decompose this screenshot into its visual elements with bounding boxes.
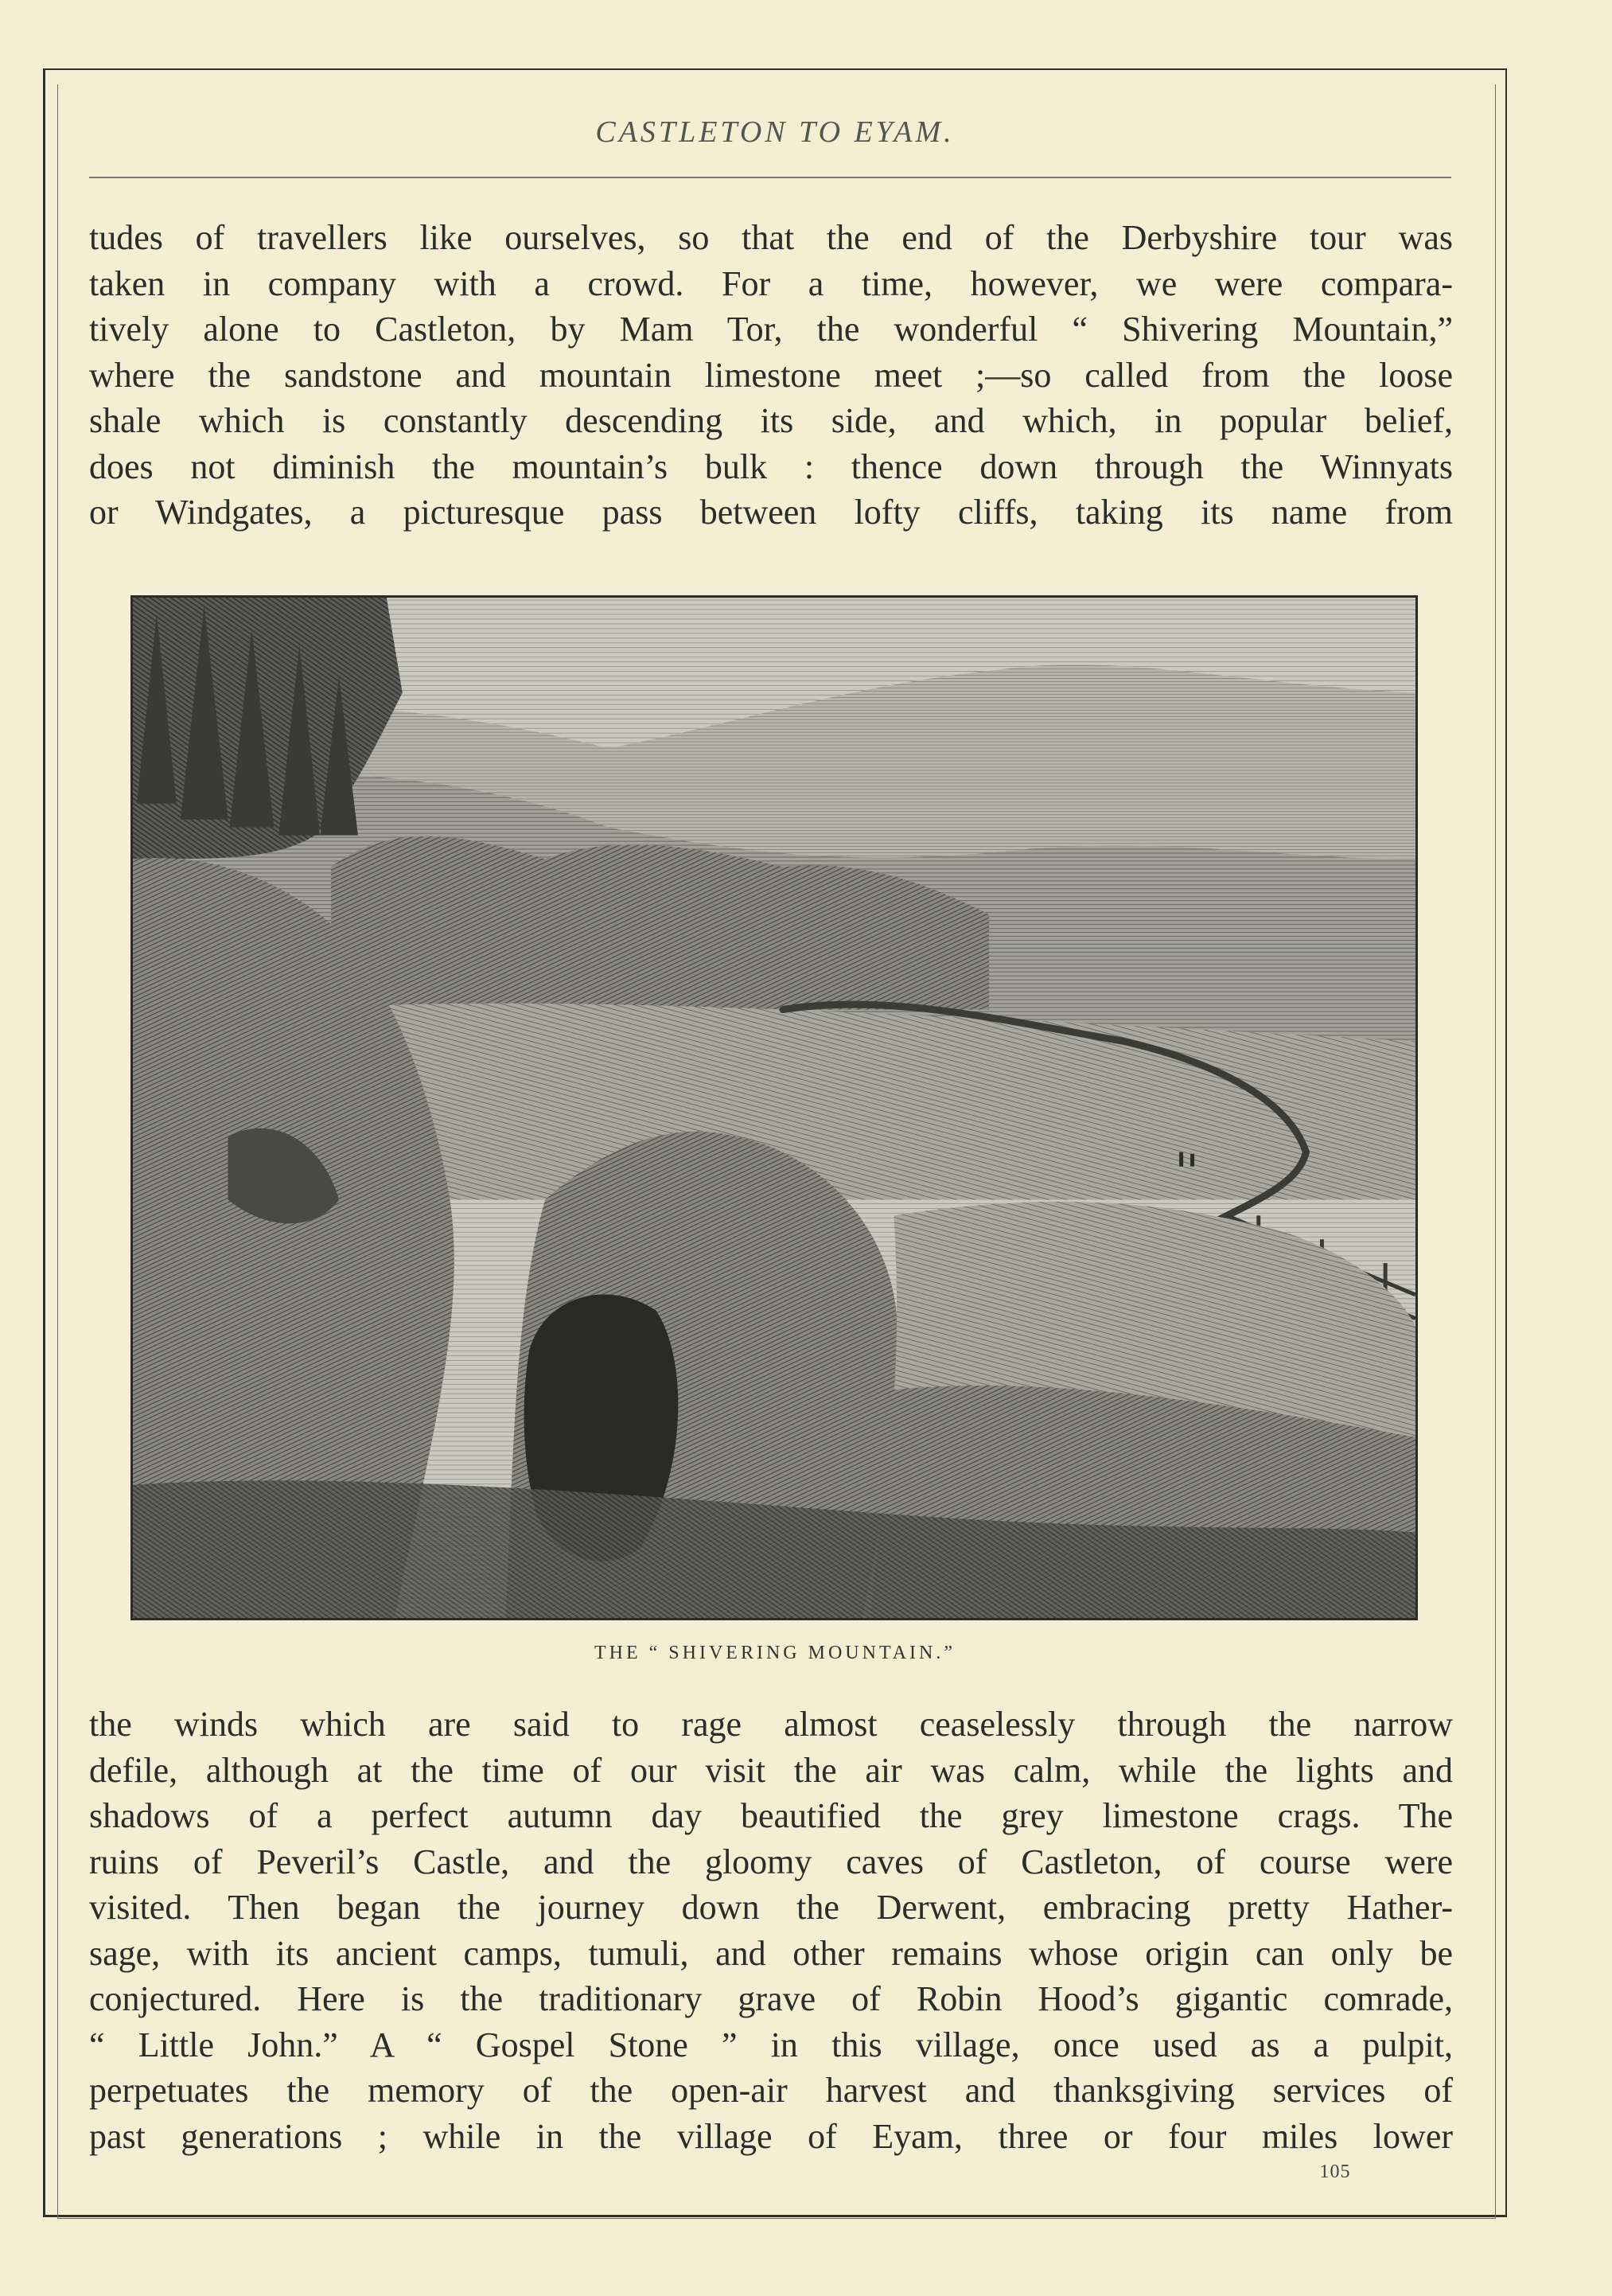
text-line: shadows of a perfect autumn day beautified the grey limestone crags. The bbox=[89, 1796, 1453, 1835]
text-line: sage, with its ancient camps, tumuli, and other remains whose origin can only be bbox=[89, 1933, 1453, 1973]
landscape-engraving bbox=[133, 598, 1415, 1618]
text-line: defile, although at the time of our visit the air was calm, while the lights and bbox=[89, 1750, 1453, 1790]
text-line: where the sandstone and mountain limestone meet ;—so called from the loose bbox=[89, 355, 1453, 395]
text-line: visited. Then began the journey down the Derwent, embracing pretty Hather- bbox=[89, 1888, 1453, 1927]
text-line: tively alone to Castleton, by Mam Tor, the wonderful “ Shivering Mountain,” bbox=[89, 310, 1453, 349]
paragraph-top bbox=[89, 215, 1453, 536]
running-head: CASTLETON TO EYAM. bbox=[595, 115, 955, 149]
text-line: tudes of travellers like ourselves, so that the end of the Derbyshire tour was bbox=[89, 218, 1453, 257]
text-line: conjectured. Here is the traditionary grave of Robin Hood’s gigantic comrade, bbox=[89, 1979, 1453, 2018]
text-line: the winds which are said to rage almost ceaselessly through the narrow bbox=[89, 1705, 1453, 1744]
engraving-illustration bbox=[130, 595, 1418, 1620]
text-line: ruins of Peveril’s Castle, and the gloomy caves of Castleton, of course were bbox=[89, 1842, 1453, 1881]
text-line: does not diminish the mountain’s bulk : thence down through the Winnyats bbox=[89, 446, 1453, 486]
text-line: perpetuates the memory of the open-air harvest and thanksgiving services of bbox=[89, 2071, 1453, 2110]
text-line: taken in company with a crowd. For a time, however, we were compara- bbox=[89, 263, 1453, 303]
header-rule bbox=[89, 177, 1451, 178]
text-line: past generations ; while in the village of Eyam, three or four miles lower bbox=[89, 2116, 1453, 2156]
text-line: shale which is constantly descending its side, and which, in popular belief, bbox=[89, 401, 1453, 440]
text-line: “ Little John.” A “ Gospel Stone ” in this village, once used as a pulpit, bbox=[89, 2025, 1453, 2064]
illustration-caption: THE “ SHIVERING MOUNTAIN.” bbox=[594, 1643, 956, 1663]
paragraph-bottom bbox=[89, 1702, 1453, 2159]
page-number: 105 bbox=[1319, 2162, 1351, 2182]
text-line: or Windgates, a picturesque pass between lofty cliffs, taking its name from bbox=[89, 493, 1453, 532]
